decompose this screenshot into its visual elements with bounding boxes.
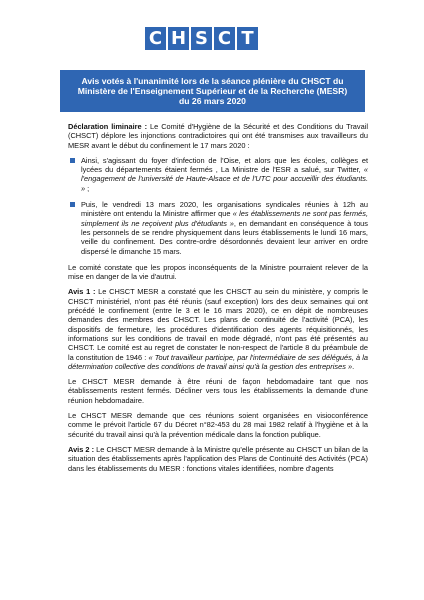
banner-text — [78, 76, 347, 106]
document-body — [68, 122, 368, 479]
bullet-tail: , en demandant en conséquence à tous les personnels de se rendre physiquement dans leurs établissements le lundi 16 mars, veille du confinement. Des contre-ordre désordonnés devaient leur arriver en ordre dispersé le dimanche 15 mars. — [81, 218, 368, 256]
avis-1-text: Le CHSCT MESR a constaté que les CHSCT au sein du ministère, y compris le CHSCT ministériel, n'ont pas été réunis (sauf exception) lors des deux semaines qui ont précédé le confinement (entre le 3 et le 16 mars 2020), ce en dépit de nombreuses demandes des membres des CHSCT. Les plans de continuité de l'activité (PCA), les dispositifs de fermeture, les procédures d'identification des agents réquisitionnés, les informations sur les conditions de travail en mode dégradé, n'ont pas été présentés au CHSCT. Le comité est au regret de constater le non-respect de l'article 8 du préambule de la constitution de 1946 : — [68, 287, 368, 362]
bullet-quote: « les établissements ne sont pas fermés, simplement ils ne reçoivent plus d'étudiants » — [81, 209, 368, 228]
chsct-logo — [145, 27, 258, 50]
bullet-tail: ; — [85, 183, 90, 193]
avis-1-tail: . — [352, 361, 355, 371]
banner-line-1: Avis votés à l'unanimité lors de la séance plénière du CHSCT du — [81, 76, 344, 86]
logo-letter: C — [145, 27, 166, 50]
logo-letter: T — [237, 27, 258, 50]
hebdo-paragraph: Le CHSCT MESR demande à être réuni de façon hebdomadaire tant que nos établissements restent fermés. Décliner vers tous les établissements la demande d'une réunion hebdomadaire. — [68, 377, 368, 405]
declaration-text: Le Comité d'Hygiène de la Sécurité et des Conditions du Travail (CHSCT) déplore les injonctions contradictoires qui ont été transmises aux travailleurs du MESR avant le début du confinement le 17 mars 2020 : — [68, 122, 368, 150]
avis-2-text: Le CHSCT MESR demande à la Ministre qu'elle présente au CHSCT un bilan de la situation des établissements après l'application des Plans de Continuité des Activités (PCA) dans les établissements du MESR : fonctions vitales identifiées, nombre d'agents — [68, 444, 369, 473]
list-item — [68, 200, 368, 256]
bullet-list — [68, 156, 368, 256]
banner-line-2: Ministère de l'Enseignement Supérieur et de la Recherche (MESR) — [77, 86, 348, 96]
bullet-text: Puis, le vendredi 13 mars 2020, les organisations syndicales réunies à 12h au ministère ont entendu la Ministre affirmer que — [81, 200, 368, 219]
bullet-text: Ainsi, s'agissant du foyer d'infection de l'Oise, et alors que les écoles, collèges et lycées du départements étaient fermés , La Ministre de l'ESR a salué, sur Twitter, — [81, 155, 368, 175]
logo-letter: H — [168, 27, 189, 50]
avis-2-paragraph — [68, 445, 368, 473]
title-banner — [60, 70, 365, 112]
avis-1-label: Avis 1 : — [68, 287, 96, 297]
avis-2-label: Avis 2 : — [68, 444, 95, 454]
declaration-label: Déclaration liminaire : — [68, 122, 148, 131]
logo-letter: C — [214, 27, 235, 50]
list-item — [68, 156, 368, 193]
visio-paragraph: Le CHSCT MESR demande que ces réunions soient organisées en visioconférence comme le prévoit l'article 67 du Décret n°82-453 du 28 mai 1982 relatif à l'hygiène et à la sécurité du travail ainsi qu'à la prévention médicale dans la fonction publique. — [68, 411, 368, 439]
logo-letter: S — [191, 27, 212, 50]
square-bullet-icon — [70, 158, 75, 163]
bullet-quote: « l'engagement de l'université de Haute-Alsace et de l'UTC pour accueillir des étudiants. » — [81, 165, 368, 193]
avis-1-paragraph — [68, 287, 368, 371]
square-bullet-icon — [70, 202, 75, 207]
comite-paragraph: Le comité constate que les propos inconséquents de la Ministre pourraient relever de la mise en danger de la vie d'autrui. — [68, 262, 368, 282]
avis-1-quote: « Tout travailleur participe, par l'intermédiaire de ses délégués, à la détermination collective des conditions de travail ainsi qu'à la gestion des entreprises » — [68, 352, 368, 371]
banner-line-3: du 26 mars 2020 — [179, 96, 246, 106]
declaration-paragraph — [68, 122, 368, 150]
